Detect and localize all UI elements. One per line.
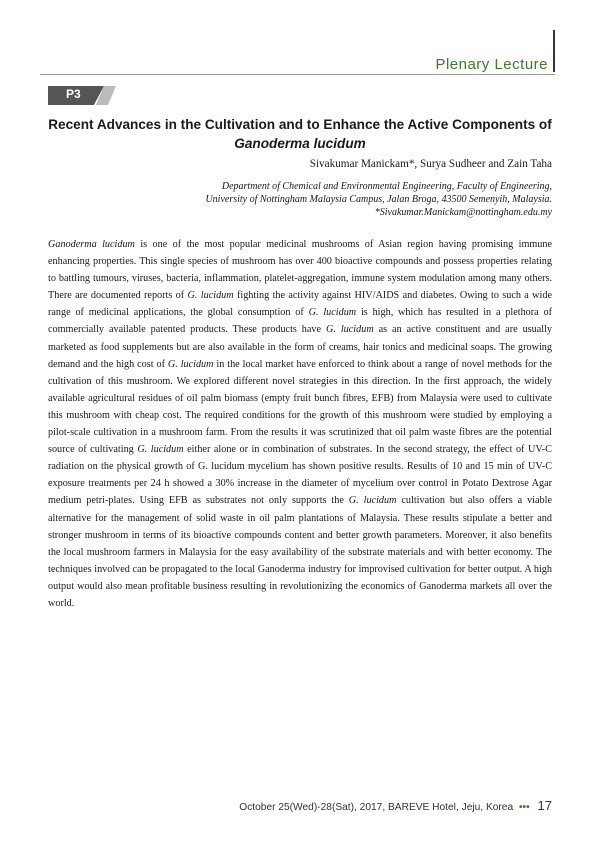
abstract-italic-term: G. lucidum (326, 324, 374, 336)
abstract-italic-term: G. lucidum (137, 444, 184, 456)
affiliation (92, 180, 552, 219)
title-line-1: Recent Advances in the Cultivation and to Enhance the Active Components of (48, 117, 552, 132)
footer-dots: ••• (518, 802, 530, 813)
corresponding-email: *Sivakumar.Manickam@nottingham.edu.my (374, 207, 552, 218)
abstract-italic-term: G. lucidum (308, 307, 357, 319)
author-list: Sivakumar Manickam*, Surya Sudheer and Zain Taha (309, 158, 552, 170)
abstract-text-run: fighting the activity against HIV/AIDS and diabetes. Owing to such a wide range of medicinal applications, the global consumption of (48, 290, 552, 319)
page-number: 17 (537, 798, 552, 813)
abstract-body (48, 236, 552, 612)
header-divider (40, 74, 555, 75)
paper-title (40, 115, 560, 153)
abstract-text-run: in the local market have enforced to think about a range of novel methods for the cultivation of this mushroom. We explored different novel strategies in this direction. In the first approach, the widely available agricultural residues of oil palm biomass (empty fruit bunch fibres, EFB) from Malaysia were used to cultivate this mushroom with cheap cost. The required conditions for the growth of this mushroom were studied by employing a pilot-scale cultivation in a mushroom farm. From the results it was scrutinized that oil palm waste fibres are the potential source of cultivating (48, 358, 552, 456)
affiliation-line-2: University of Nottingham Malaysia Campus, Jalan Broga, 43500 Semenyih, Malaysia. (205, 194, 552, 205)
footer (239, 798, 552, 813)
abstract-text-run: as an active constituent and are usually marketed as food supplements but are also available in the form of creams, hair tonics and medicinal soaps. The growing demand and the high cost of (48, 324, 552, 370)
title-line-2: Ganoderma lucidum (234, 136, 366, 151)
abstract-text-run: cultivation but also offers a viable alternative for the management of solid waste in oil palm plantations of Malaysia. These results stipulate a better and stronger mushroom in terms of its bioactive compounds content and better growth parameters. Moreover, it also benefits the local mushroom farmers in Malaysia for the easy availability of the substrate materials and with better economy. The techniques involved can be propagated to the local Ganoderma industry for improvised cultivation for better output. A high output would also mean profitable business resulting in revolutionizing the economics of Ganoderma markets all over the world. (48, 495, 552, 609)
abstract-italic-term: G. lucidum (187, 290, 234, 302)
abstract-text-run: is one of the most popular medicinal mushrooms of Asian region having promising immune enhancing properties. This single species of mushroom has over 400 bioactive compounds and possess properties relating to battling tumours, viruses, bacteria, inflammation, platelet-aggregation, immune system modulation among many others. There are documented reports of (48, 239, 553, 302)
presentation-code: P3 (66, 87, 81, 101)
event-info: October 25(Wed)-28(Sat), 2017, BAREVE Hotel, Jeju, Korea (239, 802, 514, 813)
abstract-italic-term: G. lucidum (167, 358, 214, 370)
abstract-text-run: either alone or in combination of substrates. In the second strategy, the effect of UV-C radiation on the physical growth of G. lucidum mycelium has shown positive results. Results of 10 and 15 min of UV-C exposure treatments per 24 h showed a 30% increase in the diameter of mycelium over control in Potato Dextrose Agar medium petri-plates. Using EFB as substrates not only supports the (48, 444, 552, 507)
abstract-italic-term: G. lucidum (348, 495, 397, 507)
header-accent-bar (553, 30, 555, 72)
section-label: Plenary Lecture (435, 56, 548, 73)
affiliation-line-1: Department of Chemical and Environmental Engineering, Faculty of Engineering, (221, 181, 552, 192)
abstract-italic-term: Ganoderma lucidum (48, 239, 135, 250)
abstract-text-run: is high, which has resulted in a plethora of commercially available patented products. These products have (48, 307, 552, 336)
